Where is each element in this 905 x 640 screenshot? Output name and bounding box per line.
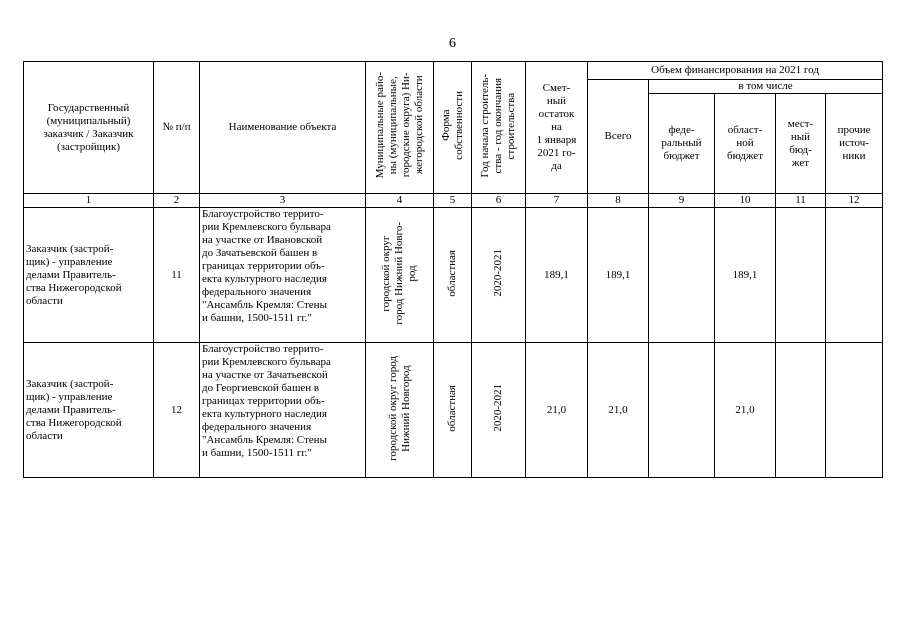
header-years: Год начала строитель- ства - год окончания строительства — [479, 73, 517, 178]
col-number: 11 — [776, 194, 826, 208]
header-remainder: Смет- ный остаток на 1 января 2021 го- да — [526, 62, 588, 194]
col-number: 1 — [24, 194, 154, 208]
header-including: в том числе — [649, 80, 883, 94]
col-number: 7 — [526, 194, 588, 208]
row-regional: 21,0 — [715, 343, 776, 478]
col-number: 3 — [200, 194, 366, 208]
row-remainder: 189,1 — [526, 208, 588, 343]
col-number: 8 — [588, 194, 649, 208]
row-regional: 189,1 — [715, 208, 776, 343]
col-number: 9 — [649, 194, 715, 208]
row-object: Благоустройство террито- рии Кремлевского бульвара на участке от Ивановской до Зачатьевской башен в границах территории объ- екта культурного наследия федерального значения "Ансамбль Кремля: Стены и башни, 1500-1511 гг." — [200, 208, 366, 343]
table-row — [24, 343, 883, 478]
col-number: 6 — [472, 194, 526, 208]
header-local: мест- ный бюд- жет — [776, 94, 826, 194]
row-num: 11 — [154, 208, 200, 343]
row-customer: Заказчик (застрой- щик) - управление делами Правитель- ства Нижегородской области — [24, 208, 154, 343]
row-customer: Заказчик (застрой- щик) - управление делами Правитель- ства Нижегородской области — [24, 343, 154, 478]
row-num: 12 — [154, 343, 200, 478]
row-other — [826, 343, 883, 478]
table-row — [24, 208, 883, 343]
row-federal — [649, 343, 715, 478]
header-federal: феде- ральный бюджет — [649, 94, 715, 194]
col-number: 5 — [434, 194, 472, 208]
page-number: 6 — [449, 36, 456, 51]
row-federal — [649, 208, 715, 343]
header-other: прочие источ- ники — [826, 94, 883, 194]
row-object: Благоустройство террито- рии Кремлевского бульвара на участке от Зачатьевской до Георгиевской башен в границах территории объ- екта культурного наследия федерального значения "Ансамбль Кремля: Стены и башни, 1500-1511 гг." — [200, 343, 366, 478]
row-total: 21,0 — [588, 343, 649, 478]
row-local — [776, 208, 826, 343]
row-local — [776, 343, 826, 478]
header-total: Всего — [588, 80, 649, 194]
col-number: 4 — [366, 194, 434, 208]
row-ownership: областная — [446, 384, 458, 432]
header-object: Наименование объекта — [200, 62, 366, 194]
row-district: городской округ город Нижний Новго- род — [380, 221, 418, 325]
row-other — [826, 208, 883, 343]
header-ownership: Форма собственности — [439, 91, 465, 160]
col-number: 12 — [826, 194, 883, 208]
row-remainder: 21,0 — [526, 343, 588, 478]
row-years: 2020-2021 — [492, 384, 504, 432]
row-years: 2020-2021 — [492, 249, 504, 297]
row-total: 189,1 — [588, 208, 649, 343]
investment-table — [23, 61, 883, 478]
header-funding: Объем финансирования на 2021 год — [588, 62, 883, 80]
header-customer: Государственный (муниципальный) заказчик / Заказчик (застройщик) — [24, 62, 154, 194]
header-district: Муниципальные райо- ны (муниципальные, городские округа) Ни- жегородской области — [373, 72, 425, 179]
header-regional: област- ной бюджет — [715, 94, 776, 194]
col-number: 10 — [715, 194, 776, 208]
row-district: городской округ город Нижний Новгород — [386, 355, 412, 461]
col-number: 2 — [154, 194, 200, 208]
header-num: № п/п — [154, 62, 200, 194]
row-ownership: областная — [446, 249, 458, 297]
